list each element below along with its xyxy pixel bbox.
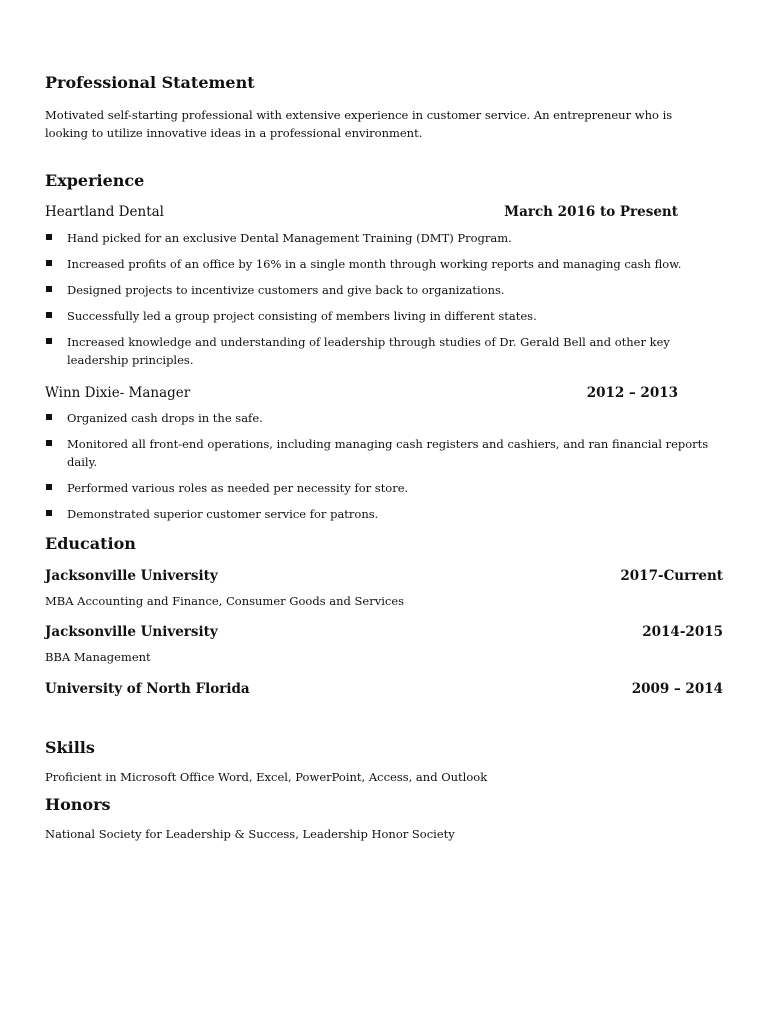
list-item-text: Organized cash drops in the safe. [67,411,263,425]
skills-text: Proficient in Microsoft Office Word, Excel, PowerPoint, Access, and Outlook [45,770,488,784]
job-dates: 2012 – 2013 [586,385,678,401]
list-item [45,333,710,369]
job-dates: March 2016 to Present [504,204,678,220]
professional-statement-heading: Professional Statement [45,73,255,92]
list-item-text: Monitored all front-end operations, including managing cash registers and cashiers, and ran financial reports daily. [67,437,709,469]
square-bullet-icon [46,234,52,240]
education-dates: 2017-Current [620,568,723,584]
square-bullet-icon [46,414,52,420]
education-dates: 2014-2015 [642,624,723,640]
list-item-text: Demonstrated superior customer service for patrons. [67,507,379,521]
degree-text: BBA Management [45,650,151,664]
list-item [45,479,710,497]
list-item [45,435,710,471]
list-item-text: Performed various roles as needed per necessity for store. [67,481,409,495]
list-item [45,229,710,247]
list-item-text: Hand picked for an exclusive Dental Management Training (DMT) Program. [67,231,512,245]
experience-heading: Experience [45,171,145,190]
job-title: Heartland Dental [45,204,164,220]
education-heading: Education [45,534,136,553]
job-bullet-list [45,409,710,531]
list-item-text: Successfully led a group project consisting of members living in different states. [67,309,537,323]
square-bullet-icon [46,510,52,516]
list-item [45,307,710,325]
square-bullet-icon [46,484,52,490]
list-item [45,281,710,299]
square-bullet-icon [46,338,52,344]
square-bullet-icon [46,312,52,318]
professional-statement-text: Motivated self-starting professional with extensive experience in customer service. An entrepreneur who is looking to utilize innovative ideas in a professional environment. [45,108,673,140]
square-bullet-icon [46,440,52,446]
honors-text: National Society for Leadership & Success, Leadership Honor Society [45,827,455,841]
list-item [45,409,710,427]
square-bullet-icon [46,286,52,292]
list-item [45,255,710,273]
degree-text: MBA Accounting and Finance, Consumer Goods and Services [45,594,405,608]
square-bullet-icon [46,260,52,266]
job-bullet-list [45,229,710,377]
list-item-text: Increased profits of an office by 16% in a single month through working reports and managing cash flow. [67,257,682,271]
list-item [45,505,710,523]
school-name: University of North Florida [45,681,250,697]
list-item-text: Designed projects to incentivize customers and give back to organizations. [67,283,505,297]
skills-heading: Skills [45,738,95,757]
honors-heading: Honors [45,795,111,814]
job-title: Winn Dixie- Manager [45,385,191,401]
school-name: Jacksonville University [45,624,218,640]
list-item-text: Increased knowledge and understanding of leadership through studies of Dr. Gerald Bell and other key leadership principles. [67,335,670,367]
school-name: Jacksonville University [45,568,218,584]
education-dates: 2009 – 2014 [631,681,723,697]
